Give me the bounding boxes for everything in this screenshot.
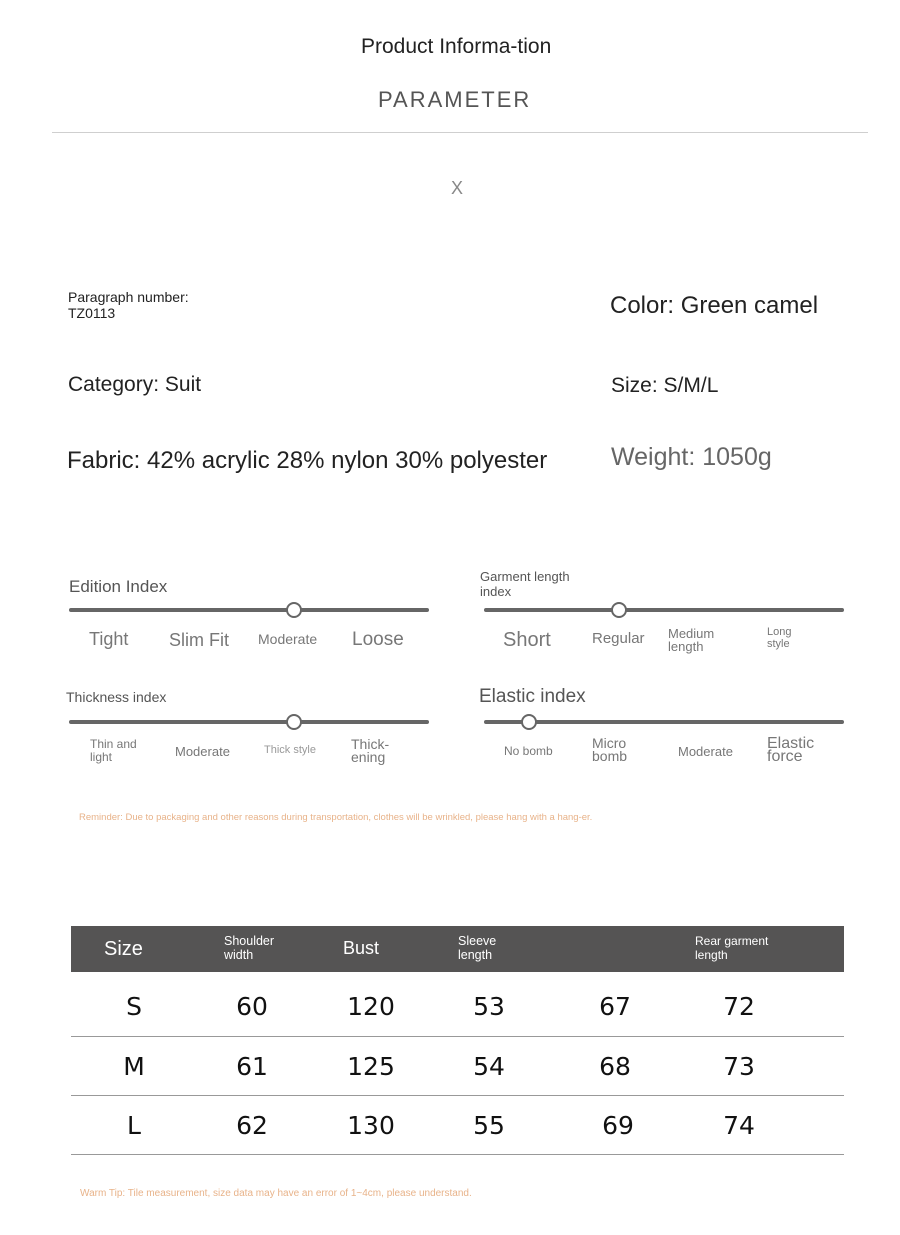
thickness-label-thin-and-light: Thin and light bbox=[90, 737, 137, 764]
garment-length-index-track bbox=[484, 608, 844, 612]
garment-label-long-style: Long style bbox=[767, 626, 792, 650]
reminder-note: Reminder: Due to packaging and other reasons during transportation, clothes will be wrinkled, please hang with a hang-er. bbox=[79, 812, 593, 823]
table-cell: 67 bbox=[599, 992, 631, 1021]
fabric-info: Fabric: 42% acrylic 28% nylon 30% polyester bbox=[67, 447, 548, 474]
thickness-label-thick-style: Thick style bbox=[264, 744, 316, 756]
garment-label-regular: Regular bbox=[592, 630, 645, 647]
header-shoulder-width: Shoulder width bbox=[224, 934, 275, 962]
table-cell: 73 bbox=[723, 1052, 755, 1081]
elastic-index-title: Elastic index bbox=[479, 686, 586, 707]
edition-index-title: Edition Index bbox=[69, 577, 168, 596]
color-info: Color: Green camel bbox=[610, 292, 819, 319]
garment-label-short: Short bbox=[503, 629, 551, 651]
thickness-index-knob bbox=[286, 714, 302, 730]
thickness-index-track bbox=[69, 720, 429, 724]
table-cell: 55 bbox=[473, 1111, 505, 1140]
thickness-index-title: Thickness index bbox=[66, 689, 167, 705]
thickness-label-moderate: Moderate bbox=[175, 744, 230, 759]
table-row-divider bbox=[71, 1095, 844, 1096]
page-title: Product Informa-tion bbox=[361, 35, 552, 58]
edition-index-track bbox=[69, 608, 429, 612]
edition-label-tight: Tight bbox=[89, 629, 129, 649]
elastic-label-moderate: Moderate bbox=[678, 744, 733, 759]
table-cell: 53 bbox=[473, 992, 505, 1021]
table-row-divider bbox=[71, 1154, 844, 1155]
category-info: Category: Suit bbox=[68, 373, 202, 396]
table-cell: 61 bbox=[236, 1052, 268, 1081]
size-info: Size: S/M/L bbox=[611, 374, 719, 397]
table-cell: 125 bbox=[347, 1052, 395, 1081]
edition-label-slim-fit: Slim Fit bbox=[169, 630, 229, 650]
table-cell: 68 bbox=[599, 1052, 631, 1081]
header-sleeve-length: Sleeve length bbox=[458, 934, 497, 962]
header-size: Size bbox=[104, 938, 143, 960]
table-row-divider bbox=[71, 1036, 844, 1037]
warm-tip-note: Warm Tip: Tile measurement, size data may have an error of 1~4cm, please understand. bbox=[80, 1188, 472, 1199]
x-mark: X bbox=[451, 178, 464, 198]
edition-index-knob bbox=[286, 602, 302, 618]
page-subtitle: PARAMETER bbox=[378, 87, 532, 112]
header-rear-garment-length: Rear garment length bbox=[695, 934, 769, 962]
table-cell: 54 bbox=[473, 1052, 505, 1081]
table-cell: L bbox=[127, 1111, 141, 1140]
table-cell: 74 bbox=[723, 1111, 755, 1140]
garment-length-index-knob bbox=[611, 602, 627, 618]
paragraph-number: Paragraph number: TZ0113 bbox=[68, 289, 189, 321]
weight-info: Weight: 1050g bbox=[611, 443, 772, 471]
elastic-index-track bbox=[484, 720, 844, 724]
size-table-header bbox=[71, 926, 844, 972]
thickness-label-thickening: Thick-ening bbox=[351, 736, 390, 765]
table-cell: 72 bbox=[723, 992, 755, 1021]
garment-length-index-title: Garment length index bbox=[480, 569, 570, 599]
table-cell: 60 bbox=[236, 992, 268, 1021]
edition-label-moderate: Moderate bbox=[258, 631, 318, 647]
table-cell: M bbox=[123, 1052, 145, 1081]
elastic-label-elastic-force: Elastic force bbox=[767, 735, 815, 765]
table-cell: 69 bbox=[602, 1111, 634, 1140]
table-cell: S bbox=[126, 992, 142, 1021]
garment-label-medium-length: Medium length bbox=[668, 626, 715, 654]
header-divider bbox=[52, 132, 868, 133]
elastic-label-no-bomb: No bomb bbox=[504, 744, 553, 758]
elastic-index-knob bbox=[521, 714, 537, 730]
edition-label-loose: Loose bbox=[352, 629, 404, 650]
table-cell: 62 bbox=[236, 1111, 268, 1140]
table-cell: 130 bbox=[347, 1111, 395, 1140]
table-cell: 120 bbox=[347, 992, 395, 1021]
header-bust: Bust bbox=[343, 938, 380, 958]
elastic-label-micro-bomb: Micro bomb bbox=[592, 735, 628, 764]
